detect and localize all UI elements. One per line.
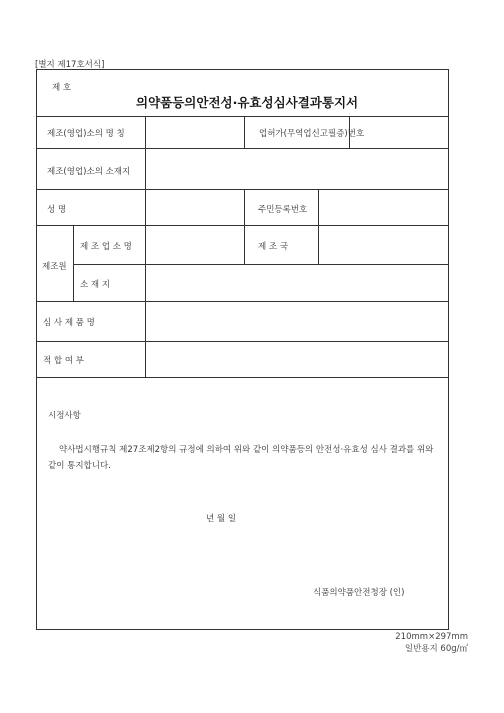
date-label: 년 월 일	[206, 514, 237, 524]
form-number-label: [별지 제17호서식]	[35, 60, 105, 70]
country-label: 제 조 국	[258, 242, 289, 252]
license-number-label: 업허가(무역업신고필증)번호	[259, 129, 365, 139]
row-divider	[36, 341, 449, 342]
product-name-label: 심 사 제 품 명	[43, 318, 95, 328]
manufacturer-group-label: 제조원	[42, 262, 67, 272]
row-divider	[36, 116, 449, 117]
name-label: 성 명	[47, 205, 67, 215]
row-divider	[36, 301, 449, 302]
row-divider	[36, 148, 449, 149]
remarks-label: 시정사항	[48, 411, 81, 421]
row-divider	[36, 189, 449, 190]
column-divider	[73, 225, 74, 301]
column-divider	[145, 189, 146, 225]
document-title: 의약품등의안전성·유효성심사결과통지서	[136, 95, 359, 110]
row-divider	[36, 377, 449, 378]
notification-form	[36, 69, 449, 630]
column-divider	[318, 189, 319, 264]
resident-number-label: 주민등록번호	[258, 205, 308, 215]
suitability-label: 적 합 여 부	[43, 356, 84, 366]
paper-size-label: 210mm×297mm	[395, 632, 468, 642]
manufacturer-name-label: 제 조 업 소 명	[80, 242, 132, 252]
maker-address-label: 제조(영업)소의 소재지	[47, 167, 131, 177]
row-divider	[73, 264, 449, 265]
column-divider	[244, 116, 245, 148]
document-number-label: 제 호	[52, 83, 72, 93]
column-divider	[145, 116, 146, 189]
column-divider	[244, 189, 245, 264]
location-label: 소 재 지	[80, 280, 111, 290]
signer-label: 식품의약품안전청장 (인)	[313, 588, 405, 598]
notice-text: 약사법시행규칙 제27조제2항의 규정에 의하여 위와 같이 의약품등의 안전성·유효성 심사 결과를 위와 같이 통지합니다.	[48, 445, 434, 471]
paper-type-label: 일반용지 60g/㎡	[404, 644, 468, 654]
maker-name-label: 제조(영업)소의 명 칭	[47, 129, 125, 139]
row-divider	[36, 225, 449, 226]
column-divider	[145, 225, 146, 377]
